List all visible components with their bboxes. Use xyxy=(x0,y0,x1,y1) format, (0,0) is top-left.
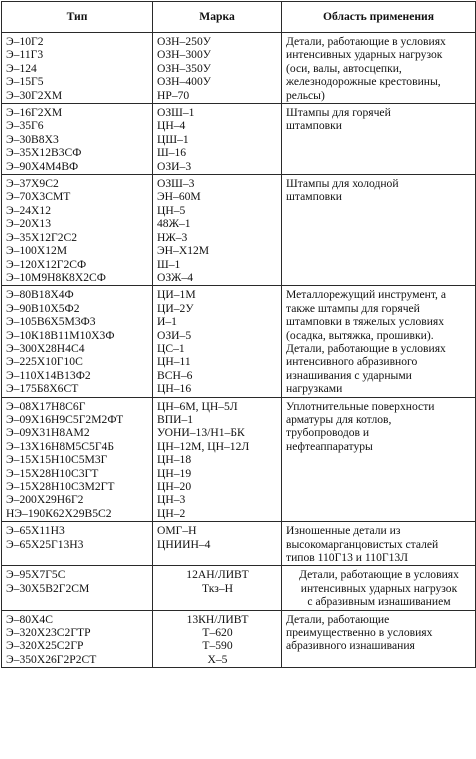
type-code: Э–320Х25С2ГР xyxy=(6,639,84,653)
type-code: Э–65Х25Г13Н3 xyxy=(6,537,84,551)
type-code: Э–70Х3СМТ xyxy=(6,190,71,204)
header-type: Тип xyxy=(2,2,153,33)
brand-code: ЦН–2 xyxy=(157,506,186,520)
brand-code: Т–590 xyxy=(202,639,233,653)
type-code: Э–200Х29Н6Г2 xyxy=(6,493,84,507)
type-code: Э–90Х4М4ВФ xyxy=(6,159,79,173)
type-code: Э–320Х23С2ГТР xyxy=(6,626,91,640)
application-text: Детали, работающие в условиях xyxy=(286,341,446,355)
brand-code: ЦН–11 xyxy=(157,355,191,369)
type-cell xyxy=(2,33,153,104)
brand-code: ЭН–60М xyxy=(157,190,201,204)
application-text: интенсивных ударных нагрузок xyxy=(286,48,443,62)
type-cell xyxy=(2,104,153,175)
brand-code: ВПИ–1 xyxy=(157,412,194,426)
type-code: Э–13Х16Н8М5С5Г4Б xyxy=(6,439,114,453)
table-row xyxy=(2,610,476,668)
brand-cell xyxy=(153,566,282,610)
type-cell xyxy=(2,610,153,668)
type-cell xyxy=(2,397,153,522)
header-brand: Марка xyxy=(153,2,282,33)
application-cell xyxy=(282,610,476,668)
type-code: Э–300Х28Н4С4 xyxy=(6,341,85,355)
type-cell xyxy=(2,175,153,286)
brand-code: ЦН–3 xyxy=(157,493,186,507)
brand-cell xyxy=(153,397,282,522)
application-text: изнашивания с ударными xyxy=(286,368,412,382)
brand-code: Ш–1 xyxy=(157,257,181,271)
type-code: Э–15Х28Н10С3М2ГТ xyxy=(6,480,115,493)
application-text: интенсивного абразивного xyxy=(286,355,418,369)
table-row xyxy=(2,286,476,397)
type-code: Э–16Г2ХМ xyxy=(6,106,63,120)
type-code: Э–10К18В11М10Х3Ф xyxy=(6,328,115,342)
brand-code: ОЗИ–5 xyxy=(157,328,192,342)
type-code: Э–95Х7Г5С xyxy=(6,568,66,582)
type-code: Э–30Х5В2Г2СМ xyxy=(6,581,90,595)
table-row xyxy=(2,397,476,522)
type-cell xyxy=(2,286,153,397)
table-row xyxy=(2,522,476,566)
brand-code: ОМГ–Н xyxy=(157,524,197,538)
brand-code: ЦН–6М, ЦН–5Л xyxy=(157,399,238,413)
brand-cell xyxy=(153,522,282,566)
type-code: Э–15Г5 xyxy=(6,75,44,89)
type-cell xyxy=(2,566,153,610)
application-cell xyxy=(282,175,476,286)
type-code: Э–20Х13 xyxy=(6,217,52,231)
brand-code: НЖ–3 xyxy=(157,230,188,244)
brand-code: ЦИ–1М xyxy=(157,288,196,302)
application-cell xyxy=(282,522,476,566)
application-cell xyxy=(282,286,476,397)
application-text: нагрузками xyxy=(286,382,343,396)
type-code: Э–65Х11Н3 xyxy=(6,524,65,538)
type-code: Э–100Х12М xyxy=(6,244,68,258)
brand-code: ОЗШ–3 xyxy=(157,177,195,191)
application-text: с абразивным изнашиванием xyxy=(307,595,451,609)
application-text: арматуры для котлов, xyxy=(286,412,392,426)
brand-code: ЦН–16 xyxy=(157,382,192,396)
brand-code: ЦН–19 xyxy=(157,466,192,480)
application-cell xyxy=(282,33,476,104)
brand-code: И–1 xyxy=(157,315,177,329)
brand-code: ЦС–1 xyxy=(157,341,185,355)
brand-cell xyxy=(153,33,282,104)
application-cell xyxy=(282,397,476,522)
type-code: Э–350Х26Г2Р2СТ xyxy=(6,652,97,666)
application-text: Изношенные детали из xyxy=(286,524,401,538)
application-text: абразивного изнашивания xyxy=(286,639,415,653)
type-code: НЭ–190К62Х29В5С2 xyxy=(6,506,112,520)
application-text: штамповки в тяжелых условиях xyxy=(286,315,445,329)
type-code: Э–09Х16Н9С5Г2М2ФТ xyxy=(6,412,124,426)
brand-cell xyxy=(153,175,282,286)
type-code: Э–08Х17Н8С6Г xyxy=(6,399,86,413)
header-row xyxy=(2,2,476,33)
brand-code: НР–70 xyxy=(157,88,190,102)
application-text: также штампы для горячей xyxy=(286,301,420,315)
brand-code: 13КН/ЛИВТ xyxy=(186,612,249,626)
type-cell xyxy=(2,522,153,566)
brand-code: ЦН–20 xyxy=(157,480,192,493)
table-row xyxy=(2,33,476,104)
application-text: Детали, работающие в условиях xyxy=(299,568,459,582)
type-code: Э–15Х28Н10С3ГТ xyxy=(6,466,99,480)
type-code: Э–37Х9С2 xyxy=(6,177,59,191)
application-text: Детали, работающие в условиях xyxy=(286,35,446,48)
brand-code: ЦИ–2У xyxy=(157,301,194,315)
type-code: Э–09Х31Н8АМ2 xyxy=(6,426,90,440)
header-application: Область применения xyxy=(282,2,476,33)
type-code: Э–120Х12Г2СФ xyxy=(6,257,87,271)
type-code: Э–35Х12Г2С2 xyxy=(6,230,78,244)
brand-code: ОЗН–300У xyxy=(157,48,211,62)
type-code: Э–35Г6 xyxy=(6,119,44,133)
application-text: интенсивных ударных нагрузок xyxy=(300,581,458,595)
brand-code: ЦН–18 xyxy=(157,453,192,467)
application-text: штамповки xyxy=(286,190,342,204)
type-code: Э–15Х15Н10С5М3Г xyxy=(6,453,108,467)
type-code: Э–80В18Х4Ф xyxy=(6,288,74,302)
brand-code: ВСН–6 xyxy=(157,368,193,382)
brand-code: Ткз–Н xyxy=(201,581,234,595)
type-code: Э–24Х12 xyxy=(6,203,52,217)
type-code: Э–105В6Х5М3Ф3 xyxy=(6,315,96,329)
table-body xyxy=(2,33,476,668)
type-code: Э–30Г2ХМ xyxy=(6,88,63,102)
type-code: Э–110Х14В13Ф2 xyxy=(6,368,91,382)
type-code: Э–225Х10Г10С xyxy=(6,355,83,369)
steel-grades-table xyxy=(1,1,476,668)
application-text: Уплотнительные поверхности xyxy=(286,399,435,413)
application-text: преимущественно в условиях xyxy=(286,626,433,640)
brand-cell xyxy=(153,286,282,397)
brand-code: ОЗН–350У xyxy=(157,61,211,75)
application-text: нефтеаппаратуры xyxy=(286,439,373,453)
brand-code: УОНИ–13/Н1–БК xyxy=(157,426,245,440)
application-text: (осадка, вытяжка, прошивки). xyxy=(286,328,434,342)
brand-code: 12АН/ЛИВТ xyxy=(186,568,249,582)
table-row xyxy=(2,104,476,175)
application-text: высокомарганцовистых сталей xyxy=(286,537,439,551)
application-text: Штампы для горячей xyxy=(286,106,391,120)
application-text: трубопроводов и xyxy=(286,426,370,440)
brand-code: 48Ж–1 xyxy=(157,217,191,231)
application-text: железнодорожные крестовины, xyxy=(286,75,441,89)
table-row xyxy=(2,175,476,286)
type-code: Э–30В8Х3 xyxy=(6,132,59,146)
brand-code: ЦН–5 xyxy=(157,203,186,217)
type-code: Э–10Г2 xyxy=(6,35,44,48)
brand-code: ОЗН–250У xyxy=(157,35,211,48)
brand-code: Х–5 xyxy=(207,652,228,666)
brand-code: ОЗЖ–4 xyxy=(157,270,194,284)
brand-cell xyxy=(153,610,282,668)
brand-code: ЦШ–1 xyxy=(157,132,189,146)
brand-code: ЦНИИН–4 xyxy=(157,537,211,551)
brand-code: Т–620 xyxy=(202,626,233,640)
application-cell xyxy=(282,104,476,175)
brand-code: ЦН–4 xyxy=(157,119,186,133)
type-code: Э–175Б8Х6СТ xyxy=(6,382,79,396)
type-code: Э–10М9Н8К8Х2СФ xyxy=(6,270,106,284)
brand-code: ОЗИ–3 xyxy=(157,159,192,173)
application-text: типов 110Г13 и 110Г13Л xyxy=(286,551,409,565)
brand-code: ОЗН–400У xyxy=(157,75,211,89)
type-code: Э–35Х12В3СФ xyxy=(6,146,82,160)
application-text: рельсы) xyxy=(286,88,325,102)
application-text: Штампы для холодной xyxy=(286,177,399,191)
brand-code: ОЗШ–1 xyxy=(157,106,195,120)
type-code: Э–124 xyxy=(6,61,37,75)
application-text: Детали, работающие xyxy=(286,612,390,626)
table-row xyxy=(2,566,476,610)
brand-cell xyxy=(153,104,282,175)
application-cell xyxy=(282,566,476,610)
brand-code: ЭН–Х12М xyxy=(157,244,210,258)
brand-code: ЦН–12М, ЦН–12Л xyxy=(157,439,250,453)
type-code: Э–80Х4С xyxy=(6,612,53,626)
application-text: штамповки xyxy=(286,119,342,133)
brand-code: Ш–16 xyxy=(157,146,187,160)
type-code: Э–11Г3 xyxy=(6,48,44,62)
application-text: (оси, валы, автосцепки, xyxy=(286,61,402,75)
type-code: Э–90В10Х5Ф2 xyxy=(6,301,80,315)
application-text: Металлорежущий инструмент, а xyxy=(286,288,446,302)
